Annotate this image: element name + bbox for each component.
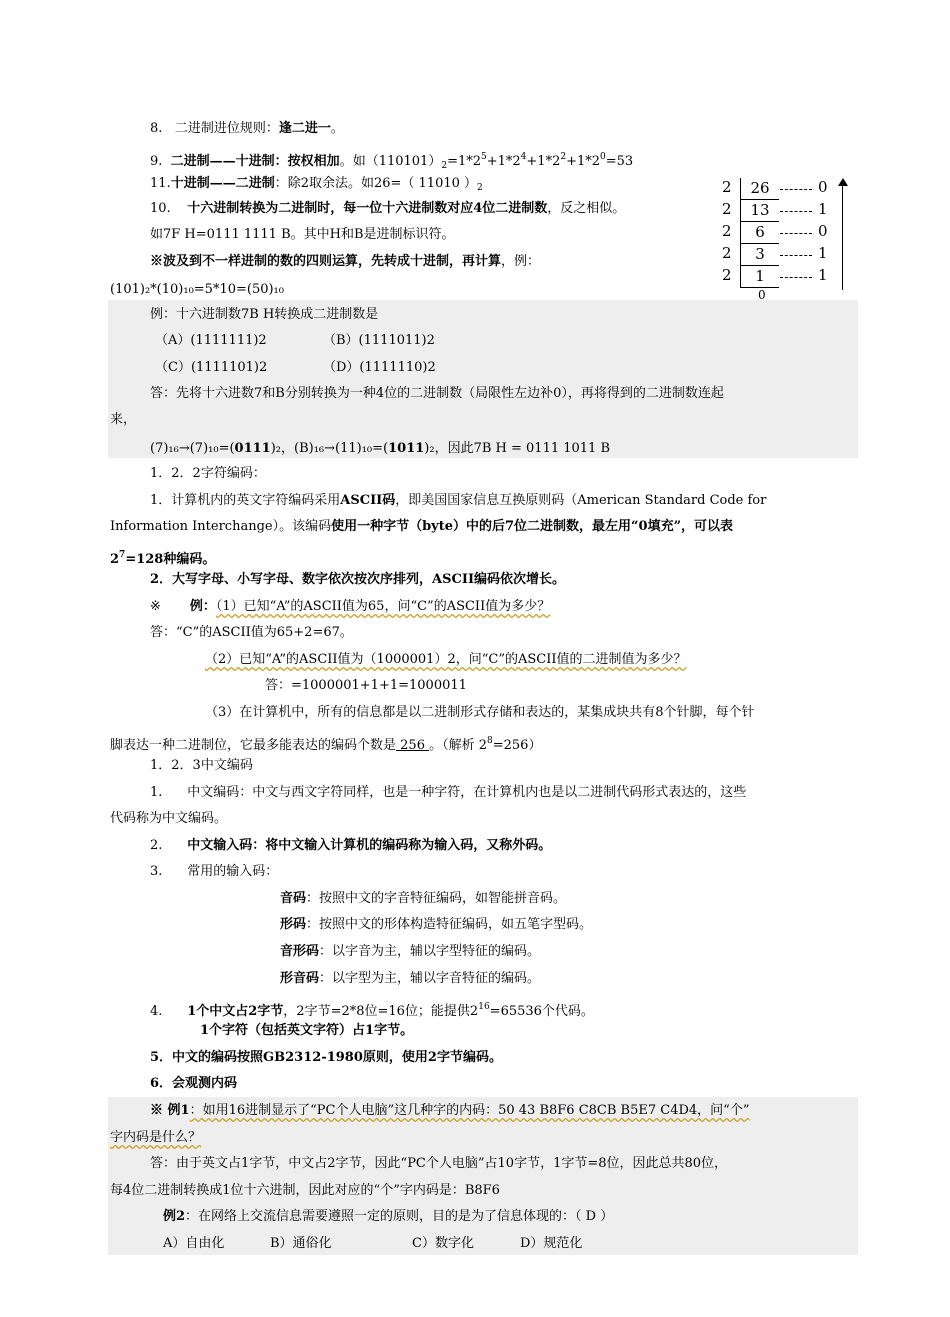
- dashed-connector: [780, 211, 812, 212]
- term-bold: 音形码: [280, 944, 320, 959]
- remainder: 0: [818, 222, 828, 240]
- term-bold: 音码: [280, 891, 307, 906]
- para-bold: 5．中文的编码按照GB2312-1980原则，使用2字节编码。: [150, 1050, 502, 1065]
- remainder: 1: [818, 266, 828, 284]
- para-text: ，2字节=2*8位=16位；能提供2: [283, 1004, 479, 1019]
- para-bold: 中文输入码：将中文输入计算机的编码称为输入码，又称外码。: [187, 838, 552, 853]
- divisor: 2: [722, 222, 732, 240]
- question-text: 字内码是什么？: [110, 1130, 202, 1145]
- remainder: 1: [818, 244, 828, 262]
- question-text: （1）已知“A”的ASCII值为65，问“C”的ASCII值为多少？: [215, 599, 551, 614]
- question-text: （2）已知“A”的ASCII值为（1000001）2，问“C”的ASCII值的二进制值为多少？: [205, 652, 687, 667]
- subscript: 2: [441, 161, 448, 171]
- para-bold: ASCII码: [340, 493, 396, 508]
- answer-text: 来，: [110, 412, 137, 427]
- formula: +1*2: [566, 154, 601, 169]
- division-row: [718, 200, 858, 222]
- term-desc: ：以字音为主，辅以字型特征的编码。: [319, 944, 541, 959]
- option-text: （C）(1111101)2: [155, 360, 268, 375]
- ascii-answer-2: [265, 677, 467, 695]
- para-text: 常用的输入码：: [187, 864, 279, 879]
- final-quotient: 0: [758, 288, 766, 302]
- input-method-2: [280, 916, 592, 934]
- superscript: 4: [520, 152, 527, 162]
- dashed-connector: [780, 189, 812, 190]
- item-number: 2.: [150, 838, 163, 853]
- answer-bold: 1011: [388, 441, 425, 456]
- item-11: [150, 175, 483, 197]
- cn-para-3: [150, 863, 278, 881]
- divisor: 2: [722, 200, 732, 218]
- item-bold: 十六进制转换为二进制时，每一位十六进制数对应4位二进制数: [187, 201, 548, 216]
- quotient: 26: [740, 178, 779, 200]
- term-bold: 形音码: [280, 971, 320, 986]
- item-number: 11.: [150, 176, 171, 191]
- example-label: 例：: [189, 599, 216, 614]
- answer-line-3: [150, 440, 610, 458]
- formula: +1*2: [486, 154, 521, 169]
- code-option-b: [270, 1235, 332, 1253]
- note-bold: ※波及到不一样进制的数的四则运算，先转成十进制，再计算: [150, 254, 502, 269]
- note-mark: ※: [150, 599, 161, 614]
- divisor: 2: [722, 266, 732, 284]
- divisor: 2: [722, 244, 732, 262]
- para-text: ，即美国国家信息互换原则码（American Standard Code for: [395, 493, 767, 508]
- remainder: 1: [818, 200, 828, 218]
- example-label: ※ 例1: [150, 1103, 190, 1118]
- item-bold: 二进制——十进制：按权相加: [170, 154, 340, 169]
- example-box-code: [108, 1097, 858, 1255]
- subscript: 2: [477, 183, 483, 193]
- ascii-example-3: [205, 704, 755, 722]
- input-method-1: [280, 890, 566, 908]
- code-answer-2: [110, 1182, 500, 1200]
- dashed-connector: [780, 277, 812, 278]
- question-text: （3）在计算机中，所有的信息都是以二进制形式存储和表达的，某集成块共有8个针脚，每个针: [205, 705, 755, 720]
- dashed-connector: [780, 255, 812, 256]
- answer-bold: 0111: [234, 441, 271, 456]
- superscript: 7: [119, 550, 126, 560]
- option-b: [323, 332, 435, 350]
- option-text: D）规范化: [520, 1236, 583, 1251]
- question-text: 脚表达一种二进制位，它最多能表达的编码个数是: [110, 738, 397, 753]
- cn-para-5: [150, 1049, 502, 1067]
- superscript: 0: [600, 152, 606, 162]
- term-bold: 形码: [280, 917, 307, 932]
- example-label: 例2: [163, 1209, 186, 1224]
- item-text: 。: [330, 121, 344, 136]
- question-text: 例：十六进制数7B H转换成二进制数是: [150, 307, 379, 322]
- term-desc: ：以字型为主，辅以字音特征的编码。: [319, 971, 541, 986]
- superscript: 2: [560, 152, 567, 162]
- option-c: [155, 359, 267, 377]
- ascii-example-3-cont: [110, 732, 541, 755]
- calc-formula: (101)₂*(10)₁₀=5*10=(50)₁₀: [110, 282, 284, 297]
- answer-text: )₂，因此7B H = 0111 1011 B: [424, 441, 611, 456]
- division-row: [718, 266, 858, 288]
- para-ascii-2: [110, 518, 733, 536]
- item-text: 。如（110101）: [339, 154, 442, 169]
- superscript: 5: [481, 152, 487, 162]
- answer-text: )₂，(B)₁₆→(11)₁₀=(: [270, 441, 389, 456]
- item-text: 二进制进位规则：: [174, 121, 279, 136]
- section-title-123: [150, 757, 253, 775]
- item-number: 9.: [150, 154, 163, 169]
- para-bold: 6．会观测内码: [150, 1076, 238, 1091]
- item-number: 3.: [150, 864, 163, 879]
- code-answer-1: [150, 1155, 727, 1173]
- answer-text: 答：“C”的ASCII值为65+2=67。: [150, 625, 353, 640]
- remainder: 0: [818, 178, 828, 196]
- cn-para-4: [150, 998, 594, 1021]
- para-ascii-3: [110, 546, 215, 569]
- ascii-example-1: [150, 598, 550, 616]
- code-option-c: [412, 1235, 474, 1253]
- item-bold: 逢二进一: [278, 121, 331, 136]
- para-text: 代码称为中文编码。: [110, 811, 228, 826]
- section-title: 1．2．2字符编码：: [150, 466, 266, 481]
- answer-text: 答：先将十六进数7和B分别转换为一种4位的二进制数（局限性左边补0），再将得到的二进制数连起: [150, 386, 724, 401]
- item-9: [150, 148, 633, 175]
- item-10-detail: [150, 226, 455, 244]
- section-title: 1．2．3中文编码: [150, 758, 253, 773]
- code-option-a: [163, 1235, 224, 1253]
- note-line: [150, 253, 540, 271]
- option-d: [323, 359, 436, 377]
- para-bold: =128种编码。: [125, 552, 216, 567]
- section-title-122: [150, 465, 266, 483]
- item-number: 8.: [150, 121, 163, 136]
- quotient: 1: [740, 266, 779, 288]
- quotient: 13: [740, 200, 779, 222]
- para-text: =65536个代码。: [489, 1004, 594, 1019]
- cn-para-4-cont: [200, 1022, 413, 1040]
- para-bold: 使用一种字节（byte）中的后7位二进制数，最左用“0填充”，可以表: [331, 519, 734, 534]
- formula: =1*2: [447, 154, 481, 169]
- superscript: 16: [478, 1002, 490, 1012]
- item-number: 1.: [150, 785, 163, 800]
- answer-text: 答：=1000001+1+1=1000011: [265, 678, 467, 693]
- up-arrow-icon: [838, 178, 848, 186]
- para-bold: 2．大写字母、小写字母、数字依次按次序排列，ASCII编码依次增长。: [150, 572, 566, 587]
- para-bold: 2: [110, 552, 120, 567]
- option-text: （B）(1111011)2: [323, 333, 435, 348]
- item-bold: 十进制——二进制: [170, 176, 275, 191]
- option-text: （A）(1111111)2: [155, 333, 267, 348]
- item-10: [150, 200, 625, 218]
- item-text: ，反之相似。: [547, 201, 626, 216]
- code-example-1: [150, 1102, 749, 1120]
- answer-text: 答：由于英文占1字节，中文占2字节，因此“PC个人电脑”占10字节，1字节=8位，因此总共80位，: [150, 1156, 728, 1171]
- term-desc: ：按照中文的形体构造特征编码，如五笔字型码。: [306, 917, 593, 932]
- para-bold: 1个字符（包括英文字符）占1字节。: [200, 1023, 414, 1038]
- item-text: 如7F H=0111 1111 B。其中H和B是进制标识符。: [150, 227, 455, 242]
- para-bold: 1个中文占2字节: [187, 1004, 284, 1019]
- up-arrow-line: [842, 182, 843, 290]
- item-text: ：除2取余法。如26=（ 11010 ）: [274, 176, 478, 191]
- answer-text: 每4位二进制转换成1位十六进制，因此对应的“个”字内码是：B8F6: [110, 1183, 500, 1198]
- answer-line-1: [150, 385, 724, 403]
- answer-text: (7)₁₆→(7)₁₀=(: [150, 441, 235, 456]
- para-text: Information Interchange）。该编码: [110, 519, 332, 534]
- para-text: 1．计算机内的英文字符编码采用: [150, 493, 341, 508]
- answer-line-2: [110, 411, 136, 429]
- hex-question: [150, 306, 378, 324]
- question-text: ：如用16进制显示了“PC个人电脑”这几种字的内码：50 43 B8F6 C8CB B5E7 C4D4，问“个”: [189, 1103, 750, 1118]
- division-diagram: [718, 178, 858, 300]
- input-method-4: [280, 970, 540, 988]
- code-example-1-cont: [110, 1129, 201, 1147]
- item-number: 10.: [150, 201, 171, 216]
- cn-para-1: [150, 784, 746, 802]
- cn-para-6: [150, 1075, 237, 1093]
- note-text: ，例：: [501, 254, 541, 269]
- divisor: 2: [722, 178, 732, 196]
- question-text: 。（解析 2: [429, 738, 487, 753]
- cn-para-1-cont: [110, 810, 227, 828]
- option-text: A）自由化: [163, 1236, 225, 1251]
- calc-example: [110, 281, 284, 299]
- para-ascii-order: [150, 571, 565, 589]
- option-a: [155, 332, 267, 350]
- option-text: C）数字化: [412, 1236, 474, 1251]
- question-text: ：在网络上交流信息需要遵照一定的原则，目的是为了信息体现的：（ D ）: [185, 1209, 614, 1224]
- quotient: 3: [740, 244, 779, 266]
- ascii-example-2: [205, 651, 686, 669]
- item-number: 4.: [150, 1004, 163, 1019]
- formula: =53: [605, 154, 634, 169]
- division-row: [718, 222, 858, 244]
- code-option-d: [520, 1235, 582, 1253]
- ascii-answer-1: [150, 624, 353, 642]
- dashed-connector: [780, 233, 812, 234]
- option-text: （D）(1111110)2: [323, 360, 436, 375]
- item-8: [150, 120, 344, 138]
- question-text: =256）: [492, 738, 542, 753]
- term-desc: ：按照中文的字音特征编码，如智能拼音码。: [306, 891, 567, 906]
- superscript: 8: [487, 736, 493, 746]
- code-example-2: [163, 1208, 613, 1226]
- formula: +1*2: [526, 154, 561, 169]
- quotient: 6: [740, 222, 779, 244]
- para-text: 中文编码：中文与西文字符同样，也是一种字符，在计算机内也是以二进制代码形式表达的，这些: [187, 785, 747, 800]
- answer-blank: 256: [396, 738, 430, 753]
- input-method-3: [280, 943, 540, 961]
- cn-para-2: [150, 837, 551, 855]
- para-ascii-1: [150, 492, 766, 510]
- option-text: B）通俗化: [270, 1236, 332, 1251]
- division-row: [718, 244, 858, 266]
